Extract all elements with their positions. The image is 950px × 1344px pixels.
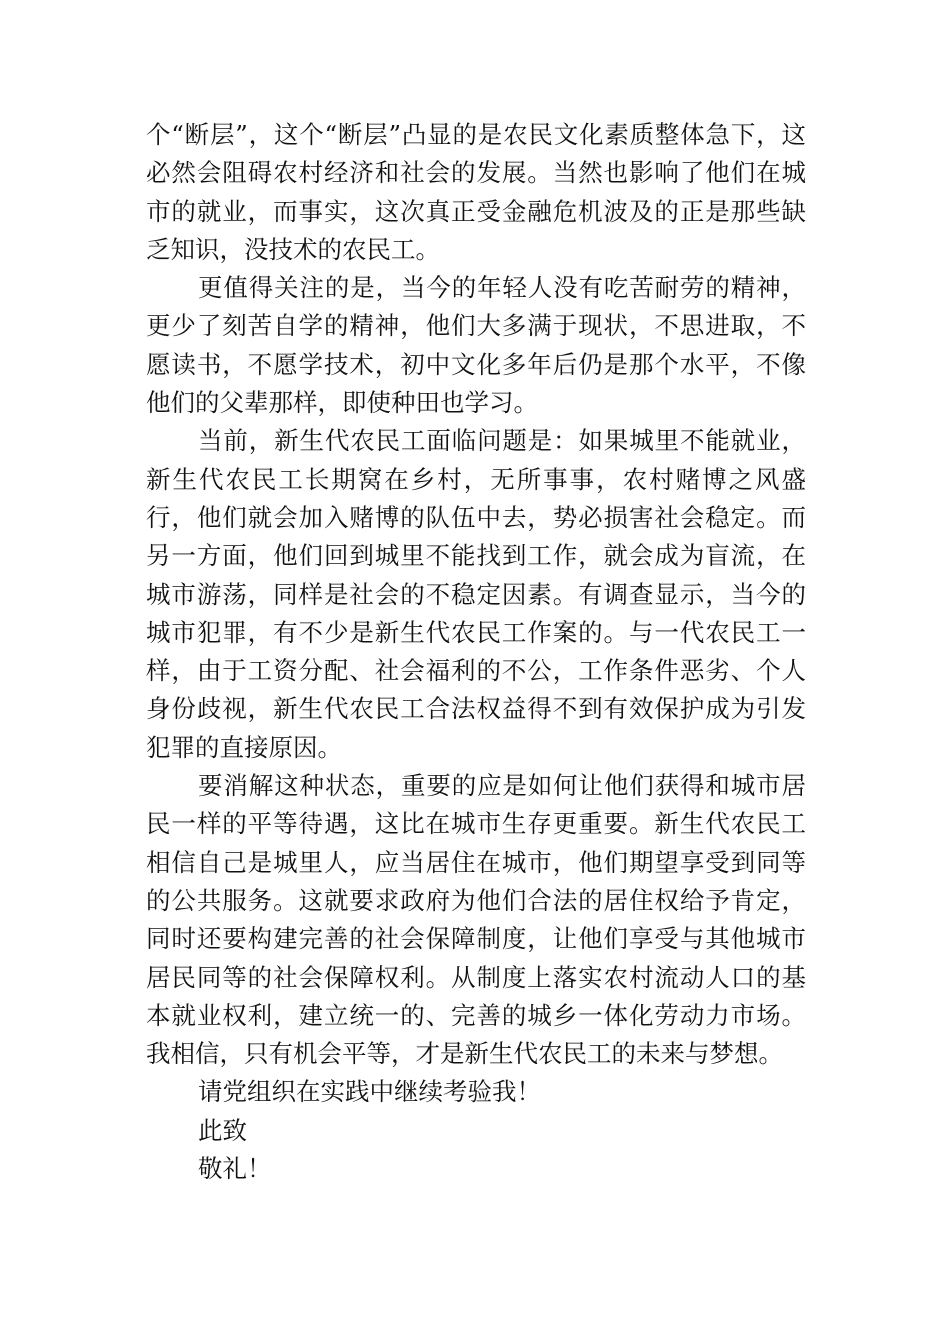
paragraph-problems: 当前，新生代农民工面临问题是：如果城里不能就业，新生代农民工长期窝在乡村，无所事事，农村赌博之风盛行，他们就会加入赌博的队伍中去，势必损害社会稳定。而另一方面，他们回到城里不能找到工作，就会成为盲流，在城市游荡，同样是社会的不稳定因素。有调查显示，当今的城市犯罪，有不少是新生代农民工作案的。与一代农民工一样，由于工资分配、社会福利的不公，工作条件恶劣、个人身份歧视，新生代农民工合法权益得不到有效保护成为引发犯罪的直接原因。 [146, 426, 806, 762]
document-page [146, 116, 806, 1188]
paragraph-solution: 要消解这种状态，重要的应是如何让他们获得和城市居民一样的平等待遇，这比在城市生存更重要。新生代农民工相信自己是城里人，应当居住在城市，他们期望享受到同等的公共服务。这就要求政府为他们合法的居住权给予肯定，同时还要构建完善的社会保障制度，让他们享受与其他城市居民同等的社会保障权利。从制度上落实农村流动人口的基本就业权利，建立统一的、完善的城乡一体化劳动力市场。我相信，只有机会平等，才是新生代农民工的未来与梦想。 [146, 771, 806, 1069]
paragraph-attitude: 更值得关注的是，当今的年轻人没有吃苦耐劳的精神，更少了刻苦自学的精神，他们大多满于现状，不思进取，不愿读书，不愿学技术，初中文化多年后仍是那个水平，不像他们的父辈那样，即使种田也学习。 [146, 273, 806, 418]
paragraph-continuation: 个“断层”，这个“断层”凸显的是农民文化素质整体急下，这必然会阻碍农村经济和社会的发展。当然也影响了他们在城市的就业，而事实，这次真正受金融危机波及的正是那些缺乏知识，没技术的农民工。 [146, 120, 806, 264]
closing-request: 请党组织在实践中继续考验我！ [198, 1077, 541, 1107]
closing-salutation: 此致 [198, 1115, 247, 1145]
closing-regards: 敬礼！ [198, 1154, 272, 1184]
